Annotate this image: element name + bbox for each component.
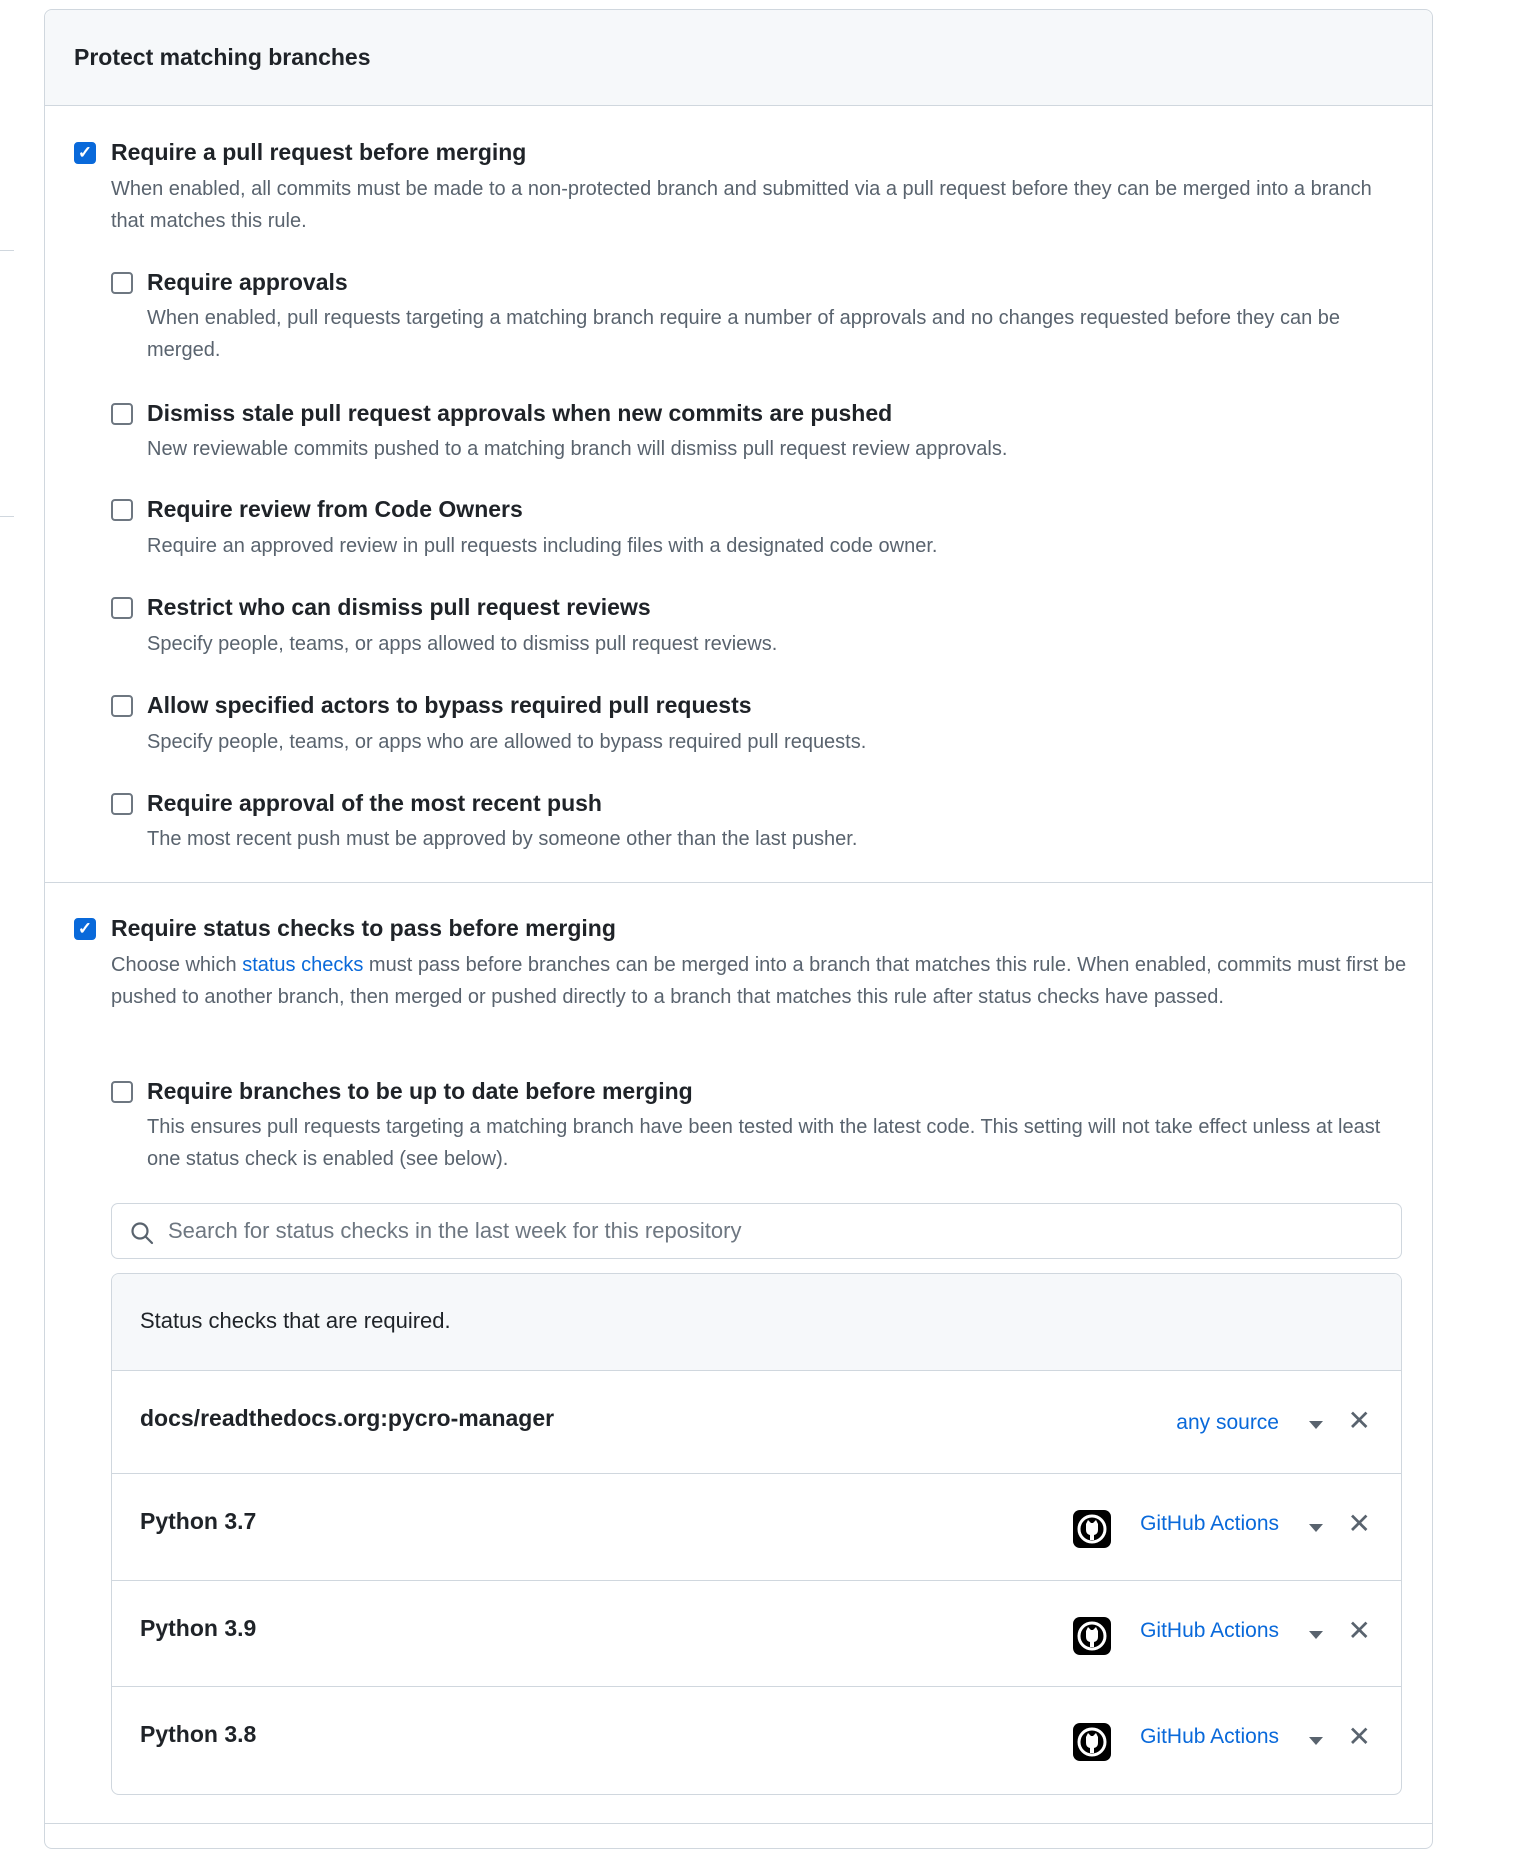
chevron-down-icon[interactable]	[1309, 1737, 1323, 1745]
close-icon[interactable]: ✕	[1347, 1508, 1371, 1539]
check-row	[112, 1687, 1401, 1795]
check-row	[112, 1474, 1401, 1581]
require-pull-request-desc: When enabled, all commits must be made to a non-protected branch and submitted via a pull request before they can be merged into a branch that matches this rule.	[111, 178, 1372, 232]
chevron-down-icon[interactable]	[1309, 1631, 1323, 1639]
dismiss-stale-label: Dismiss stale pull request approvals when new commits are pushed	[147, 400, 893, 426]
restrict-dismiss-desc: Specify people, teams, or apps allowed to dismiss pull request reviews.	[147, 633, 778, 655]
check-name: Python 3.7	[140, 1508, 257, 1534]
require-pull-request-label: Require a pull request before merging	[111, 139, 527, 165]
dismiss-stale-desc: New reviewable commits pushed to a matching branch will dismiss pull request review approvals.	[147, 438, 1008, 460]
require-approvals-desc: When enabled, pull requests targeting a matching branch require a number of approvals and no changes requested before they can be merged.	[147, 307, 1340, 361]
close-icon[interactable]: ✕	[1347, 1615, 1371, 1646]
check-source-select[interactable]: GitHub Actions	[1140, 1619, 1279, 1642]
require-status-checks-label: Require status checks to pass before merging	[111, 915, 616, 941]
recent-push-label: Require approval of the most recent push	[147, 790, 602, 816]
section-divider	[45, 1823, 1432, 1824]
close-icon[interactable]: ✕	[1347, 1405, 1371, 1436]
chevron-down-icon[interactable]	[1309, 1421, 1323, 1429]
search-icon	[130, 1221, 154, 1245]
recent-push-desc: The most recent push must be approved by someone other than the last pusher.	[147, 828, 858, 850]
check-name: Python 3.8	[140, 1721, 257, 1747]
desc-text: must pass before branches can be merged into a branch that matches this rule. When enabled, commits must first be pushed to another branch, then merged or pushed directly to a branch that matches this rule after status checks have passed.	[111, 954, 1407, 1008]
up-to-date-label: Require branches to be up to date before merging	[147, 1078, 693, 1104]
status-check-search[interactable]	[111, 1203, 1402, 1259]
required-checks-header	[112, 1274, 1401, 1371]
check-source-select[interactable]: GitHub Actions	[1140, 1725, 1279, 1748]
require-pull-request-checkbox[interactable]: ✓	[74, 142, 96, 164]
desc-text: Choose which	[111, 954, 243, 976]
github-logo-icon	[1073, 1617, 1111, 1655]
code-owners-checkbox[interactable]	[111, 499, 133, 521]
require-status-checks-checkbox[interactable]: ✓	[74, 918, 96, 940]
divider	[0, 516, 14, 517]
section-divider	[45, 882, 1432, 883]
up-to-date-checkbox[interactable]	[111, 1081, 133, 1103]
check-name: Python 3.9	[140, 1615, 257, 1641]
require-approvals-checkbox[interactable]	[111, 272, 133, 294]
check-source-select[interactable]: any source	[1176, 1411, 1279, 1434]
restrict-dismiss-checkbox[interactable]	[111, 597, 133, 619]
bypass-actors-label: Allow specified actors to bypass required pull requests	[147, 692, 752, 718]
check-row	[112, 1371, 1401, 1474]
chevron-down-icon[interactable]	[1309, 1524, 1323, 1532]
code-owners-label: Require review from Code Owners	[147, 496, 523, 522]
bypass-actors-checkbox[interactable]	[111, 695, 133, 717]
restrict-dismiss-label: Restrict who can dismiss pull request reviews	[147, 594, 651, 620]
check-name: docs/readthedocs.org:pycro-manager	[140, 1405, 555, 1431]
github-logo-icon	[1073, 1723, 1111, 1761]
divider	[0, 250, 14, 251]
github-logo-icon	[1073, 1510, 1111, 1548]
up-to-date-desc: This ensures pull requests targeting a matching branch have been tested with the latest code. This setting will not take effect unless at least one status check is enabled (see below).	[147, 1116, 1381, 1170]
close-icon[interactable]: ✕	[1347, 1721, 1371, 1752]
bypass-actors-desc: Specify people, teams, or apps who are allowed to bypass required pull requests.	[147, 731, 867, 753]
check-source-select[interactable]: GitHub Actions	[1140, 1512, 1279, 1535]
status-check-search-input[interactable]	[168, 1214, 1368, 1248]
panel-title: Protect matching branches	[74, 44, 371, 70]
recent-push-checkbox[interactable]	[111, 793, 133, 815]
status-checks-link[interactable]: status checks	[242, 954, 364, 976]
dismiss-stale-checkbox[interactable]	[111, 403, 133, 425]
require-status-checks-desc	[111, 949, 1411, 1013]
required-checks-title: Status checks that are required.	[140, 1308, 451, 1333]
require-approvals-label: Require approvals	[147, 269, 348, 295]
check-row	[112, 1581, 1401, 1687]
required-checks-box	[111, 1273, 1402, 1795]
code-owners-desc: Require an approved review in pull requests including files with a designated code owner.	[147, 535, 938, 557]
